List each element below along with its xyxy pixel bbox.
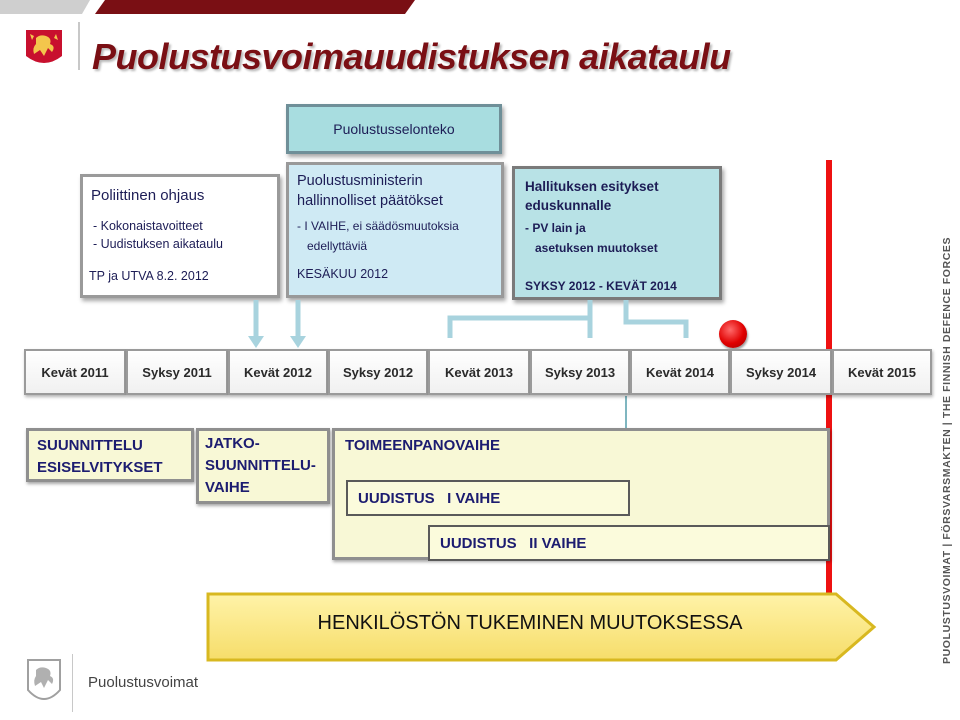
phase-continued-line2: SUUNNITTELU- [205,457,316,474]
phase-continued-line3: VAIHE [205,479,250,496]
political-guidance-line1: - Kokonaistavoitteet [93,219,203,233]
political-guidance-line2: - Uudistuksen aikataulu [93,237,223,251]
government-line1: - PV lain ja [525,221,586,235]
reform-phase-2 [428,525,830,561]
timeline-syksy-2012: Syksy 2012 [328,349,428,395]
government-date: SYKSY 2012 - KEVÄT 2014 [525,279,677,293]
white-paper-label: Puolustusselonteko [333,121,455,137]
footer-divider [72,654,73,712]
phase-planning-line1: SUUNNITTELU [37,437,143,454]
timeline-kevat-2014: Kevät 2014 [630,349,730,395]
ministry-title-line1: Puolustusministerin [297,173,423,189]
staff-support-banner-label: HENKILÖSTÖN TUKEMINEN MUUTOKSESSA [317,612,743,634]
timeline-kevat-2013: Kevät 2013 [428,349,530,395]
footer-org-name: Puolustusvoimat [88,674,199,691]
ministry-title-line2: hallinnolliset päätökset [297,193,443,209]
reform-phase-1-label: UUDISTUS I VAIHE [358,490,501,507]
current-time-marker [719,320,747,348]
government-line2: asetuksen muutokset [535,241,658,255]
reform-phase-2-label: UUDISTUS II VAIHE [440,535,587,552]
timeline-syksy-2014: Syksy 2014 [730,349,832,395]
political-guidance-title: Poliittinen ohjaus [91,187,205,204]
government-title-line1: Hallituksen esitykset [525,179,659,194]
phase-implementation-label: TOIMEENPANOVAIHE [345,437,501,454]
ministry-line2: edellyttäviä [307,239,368,253]
timeline-kevat-2015: Kevät 2015 [832,349,932,395]
footer-lion-icon [24,656,64,710]
page-title: Puolustusvoimauudistuksen aikataulu [92,36,731,77]
timeline-kevat-2012: Kevät 2012 [228,349,328,395]
government-title-line2: eduskunnalle [525,198,612,213]
phase-planning [26,428,194,482]
phase-continued-line1: JATKO- [205,435,260,452]
political-guidance-date: TP ja UTVA 8.2. 2012 [89,269,209,283]
phase-continued-planning [196,428,330,504]
reform-phase-1 [346,480,630,516]
phase-planning-line2: ESISELVITYKSET [37,459,163,476]
timeline-kevat-2011: Kevät 2011 [24,349,126,395]
side-brand-text: PUOLUSTUSVOIMAT | FÖRSVARSMAKTEN | THE FINNISH DEFENCE FORCES [941,236,953,664]
ministry-date: KESÄKUU 2012 [297,267,389,281]
timeline-syksy-2013: Syksy 2013 [530,349,630,395]
ministry-line1: - I VAIHE, ei säädösmuutoksia [297,219,459,233]
timeline-syksy-2011: Syksy 2011 [126,349,228,395]
